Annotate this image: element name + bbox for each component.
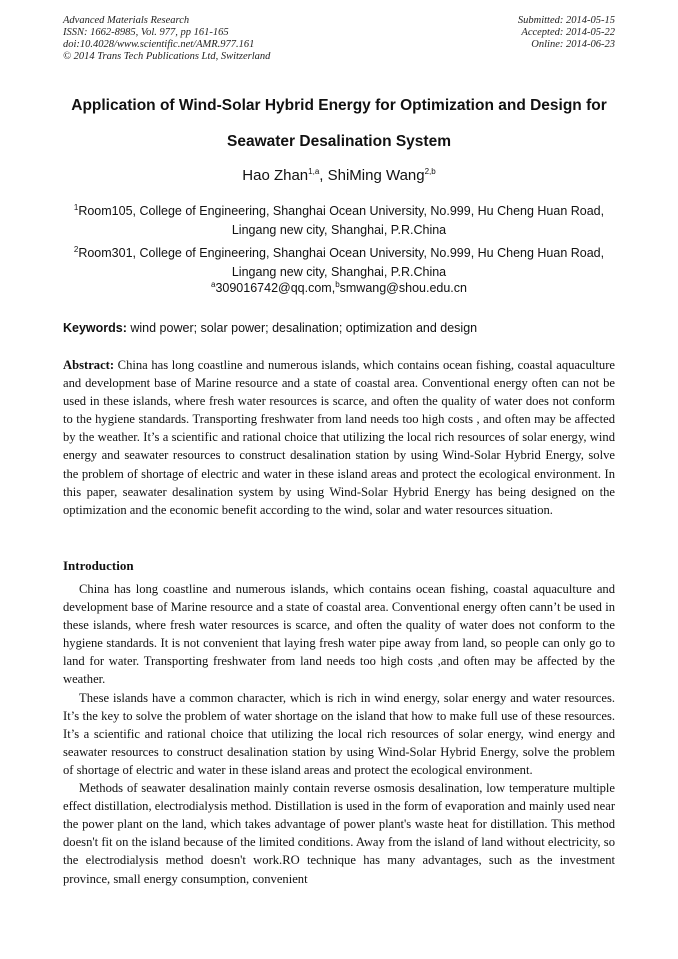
email-a[interactable]: 309016742@qq.com, [215, 281, 336, 295]
journal-copyright: © 2014 Trans Tech Publications Ltd, Switzerland [63, 51, 271, 62]
author-separator: , [319, 167, 328, 184]
keywords [63, 321, 615, 335]
abstract-label: Abstract: [63, 358, 115, 372]
author-1-sup: 1,a [308, 167, 320, 176]
abstract-text: China has long coastline and numerous islands, which contains ocean fishing, coastal aquaculture and development base of Marine resource and a state of coastal area. Conventional energy often can not be used in these islands, where fresh water resources is scarce, and often the quality of water does not conform to the hygiene standards. Transporting freshwater from land needs too high costs , and often may be affected by the weather. It’s a scientific and rational choice that utilizing the local rich resources of solar energy, wind energy and seawater resources to construct desalination station by using Wind-Solar Hybrid Energy, solve the problem of shortage of electric and water in these island areas and protect the ecological environment. In this paper, seawater desalination system by using Wind-Solar Hybrid Energy has being designed on the optimization and the economic benefit according to the wind, solar and water resources situation. [63, 358, 615, 517]
keywords-text: wind power; solar power; desalination; optimization and design [126, 321, 478, 335]
affiliation-2-line-1: Room301, College of Engineering, Shanghai Ocean University, No.999, Hu Cheng Huan Road, [78, 246, 605, 260]
affiliation-1-line-1: Room105, College of Engineering, Shanghai Ocean University, No.999, Hu Cheng Huan Road, [78, 204, 605, 218]
author-2-sup: 2,b [424, 167, 436, 176]
affiliation-2-line-2: Lingang new city, Shanghai, P.R.China [231, 265, 447, 279]
author-emails [40, 281, 638, 295]
title-line-2: Seawater Desalination System [227, 133, 451, 150]
submitted-date: Submitted: 2014-05-15 [517, 15, 615, 26]
affiliation-2 [40, 244, 638, 282]
email-b[interactable]: smwang@shou.edu.cn [339, 281, 467, 295]
affiliation-2-sup: 2 [73, 244, 79, 254]
author-1-name: Hao Zhan [242, 167, 309, 184]
journal-name: Advanced Materials Research [63, 15, 190, 26]
author-list [40, 167, 638, 184]
intro-paragraph-3: Methods of seawater desalination mainly contain reverse osmosis desalination, low temperature multiple effect distillation, electrodialysis method. Distillation is used in the form of evaporation and mainly used near the power plant on the land, which takes advantage of power plant's waste heat for distillation. This method doesn't fit on the island because of the limited conditions. Away from the island of land without electricity, so the electrodialysis method doesn't work.RO technique has many advantages, such as the investment province, small energy consumption, convenient [63, 781, 616, 886]
journal-header-right [518, 15, 615, 51]
author-2-name: ShiMing Wang [327, 167, 425, 184]
journal-header-left [63, 15, 270, 63]
email-b-sup: b [335, 279, 340, 289]
email-a-sup: a [211, 279, 216, 289]
keywords-label: Keywords: [63, 321, 127, 335]
journal-doi[interactable]: doi:10.4028/www.scientific.net/AMR.977.161 [63, 39, 255, 50]
title-line-1: Application of Wind-Solar Hybrid Energy for Optimization and Design for [71, 97, 607, 114]
abstract [63, 356, 615, 519]
affiliation-1-line-2: Lingang new city, Shanghai, P.R.China [231, 223, 447, 237]
accepted-date: Accepted: 2014-05-22 [521, 27, 615, 38]
affiliation-1-sup: 1 [73, 202, 79, 212]
introduction-body [63, 580, 615, 888]
intro-paragraph-1: China has long coastline and numerous islands, which contains ocean fishing, coastal aquaculture and development base of Marine resource and a state of coastal area. Conventional energy often cann’t be used in these islands, where fresh water resources is scarce, and often the quality of water does not conform to the hygiene standards. It is not convenient that laying fresh water pipe away from land, so people can only go to land for water. Transporting freshwater from land needs too high costs ,and often may be affected by the weather. [63, 582, 615, 687]
journal-issn: ISSN: 1662-8985, Vol. 977, pp 161-165 [63, 27, 229, 38]
intro-paragraph-2: These islands have a common character, which is rich in wind energy, solar energy and water resources. It’s the key to solve the problem of water shortage on the island that how to make full use of these resources. It’s a scientific and rational choice that utilizing the local rich resources of solar energy, wind energy and seawater resources to construct desalination station by using Wind-Solar Hybrid Energy, solve the problem of shortage of electric and water in these island areas and protect the ecological environment. [63, 690, 615, 777]
affiliation-1 [40, 202, 638, 240]
online-date: Online: 2014-06-23 [531, 39, 615, 50]
paper-title [40, 88, 638, 160]
section-heading-introduction: Introduction [63, 558, 134, 573]
